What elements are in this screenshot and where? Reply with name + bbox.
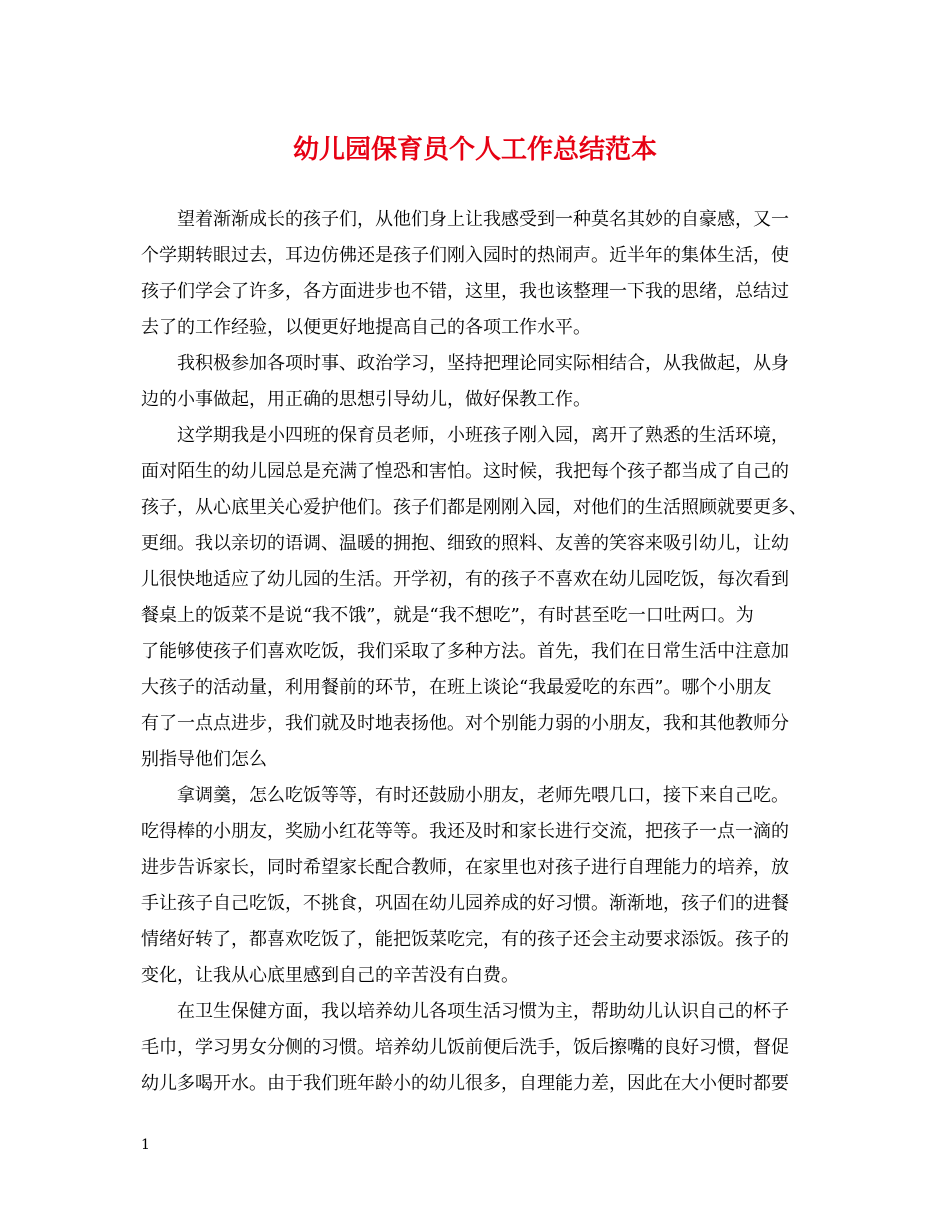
text-line: 孩子们学会了许多，各方面进步也不错，这里，我也该整理一下我的思绪，总结过 <box>141 281 789 302</box>
text-line: 儿很快地适应了幼儿园的生活。开学初，有的孩子不喜欢在幼儿园吃饭，每次看到 <box>141 569 789 590</box>
page-number: 1 <box>141 1137 150 1153</box>
text-line: 去了的工作经验，以便更好地提高自己的各项工作水平。 <box>141 317 591 338</box>
text-line: 更细。我以亲切的语调、温暖的拥抱、细致的照料、友善的笑容来吸引幼儿，让幼 <box>141 533 789 554</box>
text-line: 大孩子的活动量，利用餐前的环节，在班上谈论“我最爱吃的东西”。哪个小朋友 <box>141 677 772 698</box>
text-line: 边的小事做起，用正确的思想引导幼儿，做好保教工作。 <box>141 389 591 410</box>
text-line: 拿调羹，怎么吃饭等等，有时还鼓励小朋友，老师先喂几口，接下来自己吃。 <box>177 785 789 806</box>
text-line: 了能够使孩子们喜欢吃饭，我们采取了多种方法。首先，我们在日常生活中注意加 <box>141 641 789 662</box>
text-line: 在卫生保健方面，我以培养幼儿各项生活习惯为主，帮助幼儿认识自己的杯子 <box>177 1001 789 1022</box>
text-line: 个学期转眼过去，耳边仿佛还是孩子们刚入园时的热闹声。近半年的集体生活，使 <box>141 245 789 266</box>
text-line: 情绪好转了，都喜欢吃饭了，能把饭菜吃完，有的孩子还会主动要求添饭。孩子的 <box>141 929 789 950</box>
text-line: 餐桌上的饭菜不是说“我不饿”，就是“我不想吃”，有时甚至吃一口吐两口。为 <box>141 605 754 626</box>
text-line: 这学期我是小四班的保育员老师，小班孩子刚入园，离开了熟悉的生活环境， <box>177 425 789 446</box>
text-line: 幼儿多喝开水。由于我们班年龄小的幼儿很多，自理能力差，因此在大小便时都要 <box>141 1073 789 1094</box>
text-line: 别指导他们怎么 <box>141 749 267 770</box>
text-line: 孩子，从心底里关心爱护他们。孩子们都是刚刚入园，对他们的生活照顾就要更多、 <box>141 497 807 518</box>
text-line: 进步告诉家长，同时希望家长配合教师，在家里也对孩子进行自理能力的培养，放 <box>141 857 789 878</box>
text-line: 有了一点点进步，我们就及时地表扬他。对个别能力弱的小朋友，我和其他教师分 <box>141 713 789 734</box>
text-line: 望着渐渐成长的孩子们，从他们身上让我感受到一种莫名其妙的自豪感，又一 <box>177 209 789 230</box>
text-line: 变化，让我从心底里感到自己的辛苦没有白费。 <box>141 965 519 986</box>
text-line: 手让孩子自己吃饭，不挑食，巩固在幼儿园养成的好习惯。渐渐地，孩子们的进餐 <box>141 893 789 914</box>
text-line: 面对陌生的幼儿园总是充满了惶恐和害怕。这时候，我把每个孩子都当成了自己的 <box>141 461 789 482</box>
text-line: 吃得棒的小朋友，奖励小红花等等。我还及时和家长进行交流，把孩子一点一滴的 <box>141 821 789 842</box>
text-line: 毛巾，学习男女分侧的习惯。培养幼儿饭前便后洗手，饭后擦嘴的良好习惯，督促 <box>141 1037 789 1058</box>
page-title: 幼儿园保育员个人工作总结范本 <box>292 135 657 165</box>
text-line: 我积极参加各项时事、政治学习，坚持把理论同实际相结合，从我做起，从身 <box>177 353 789 374</box>
